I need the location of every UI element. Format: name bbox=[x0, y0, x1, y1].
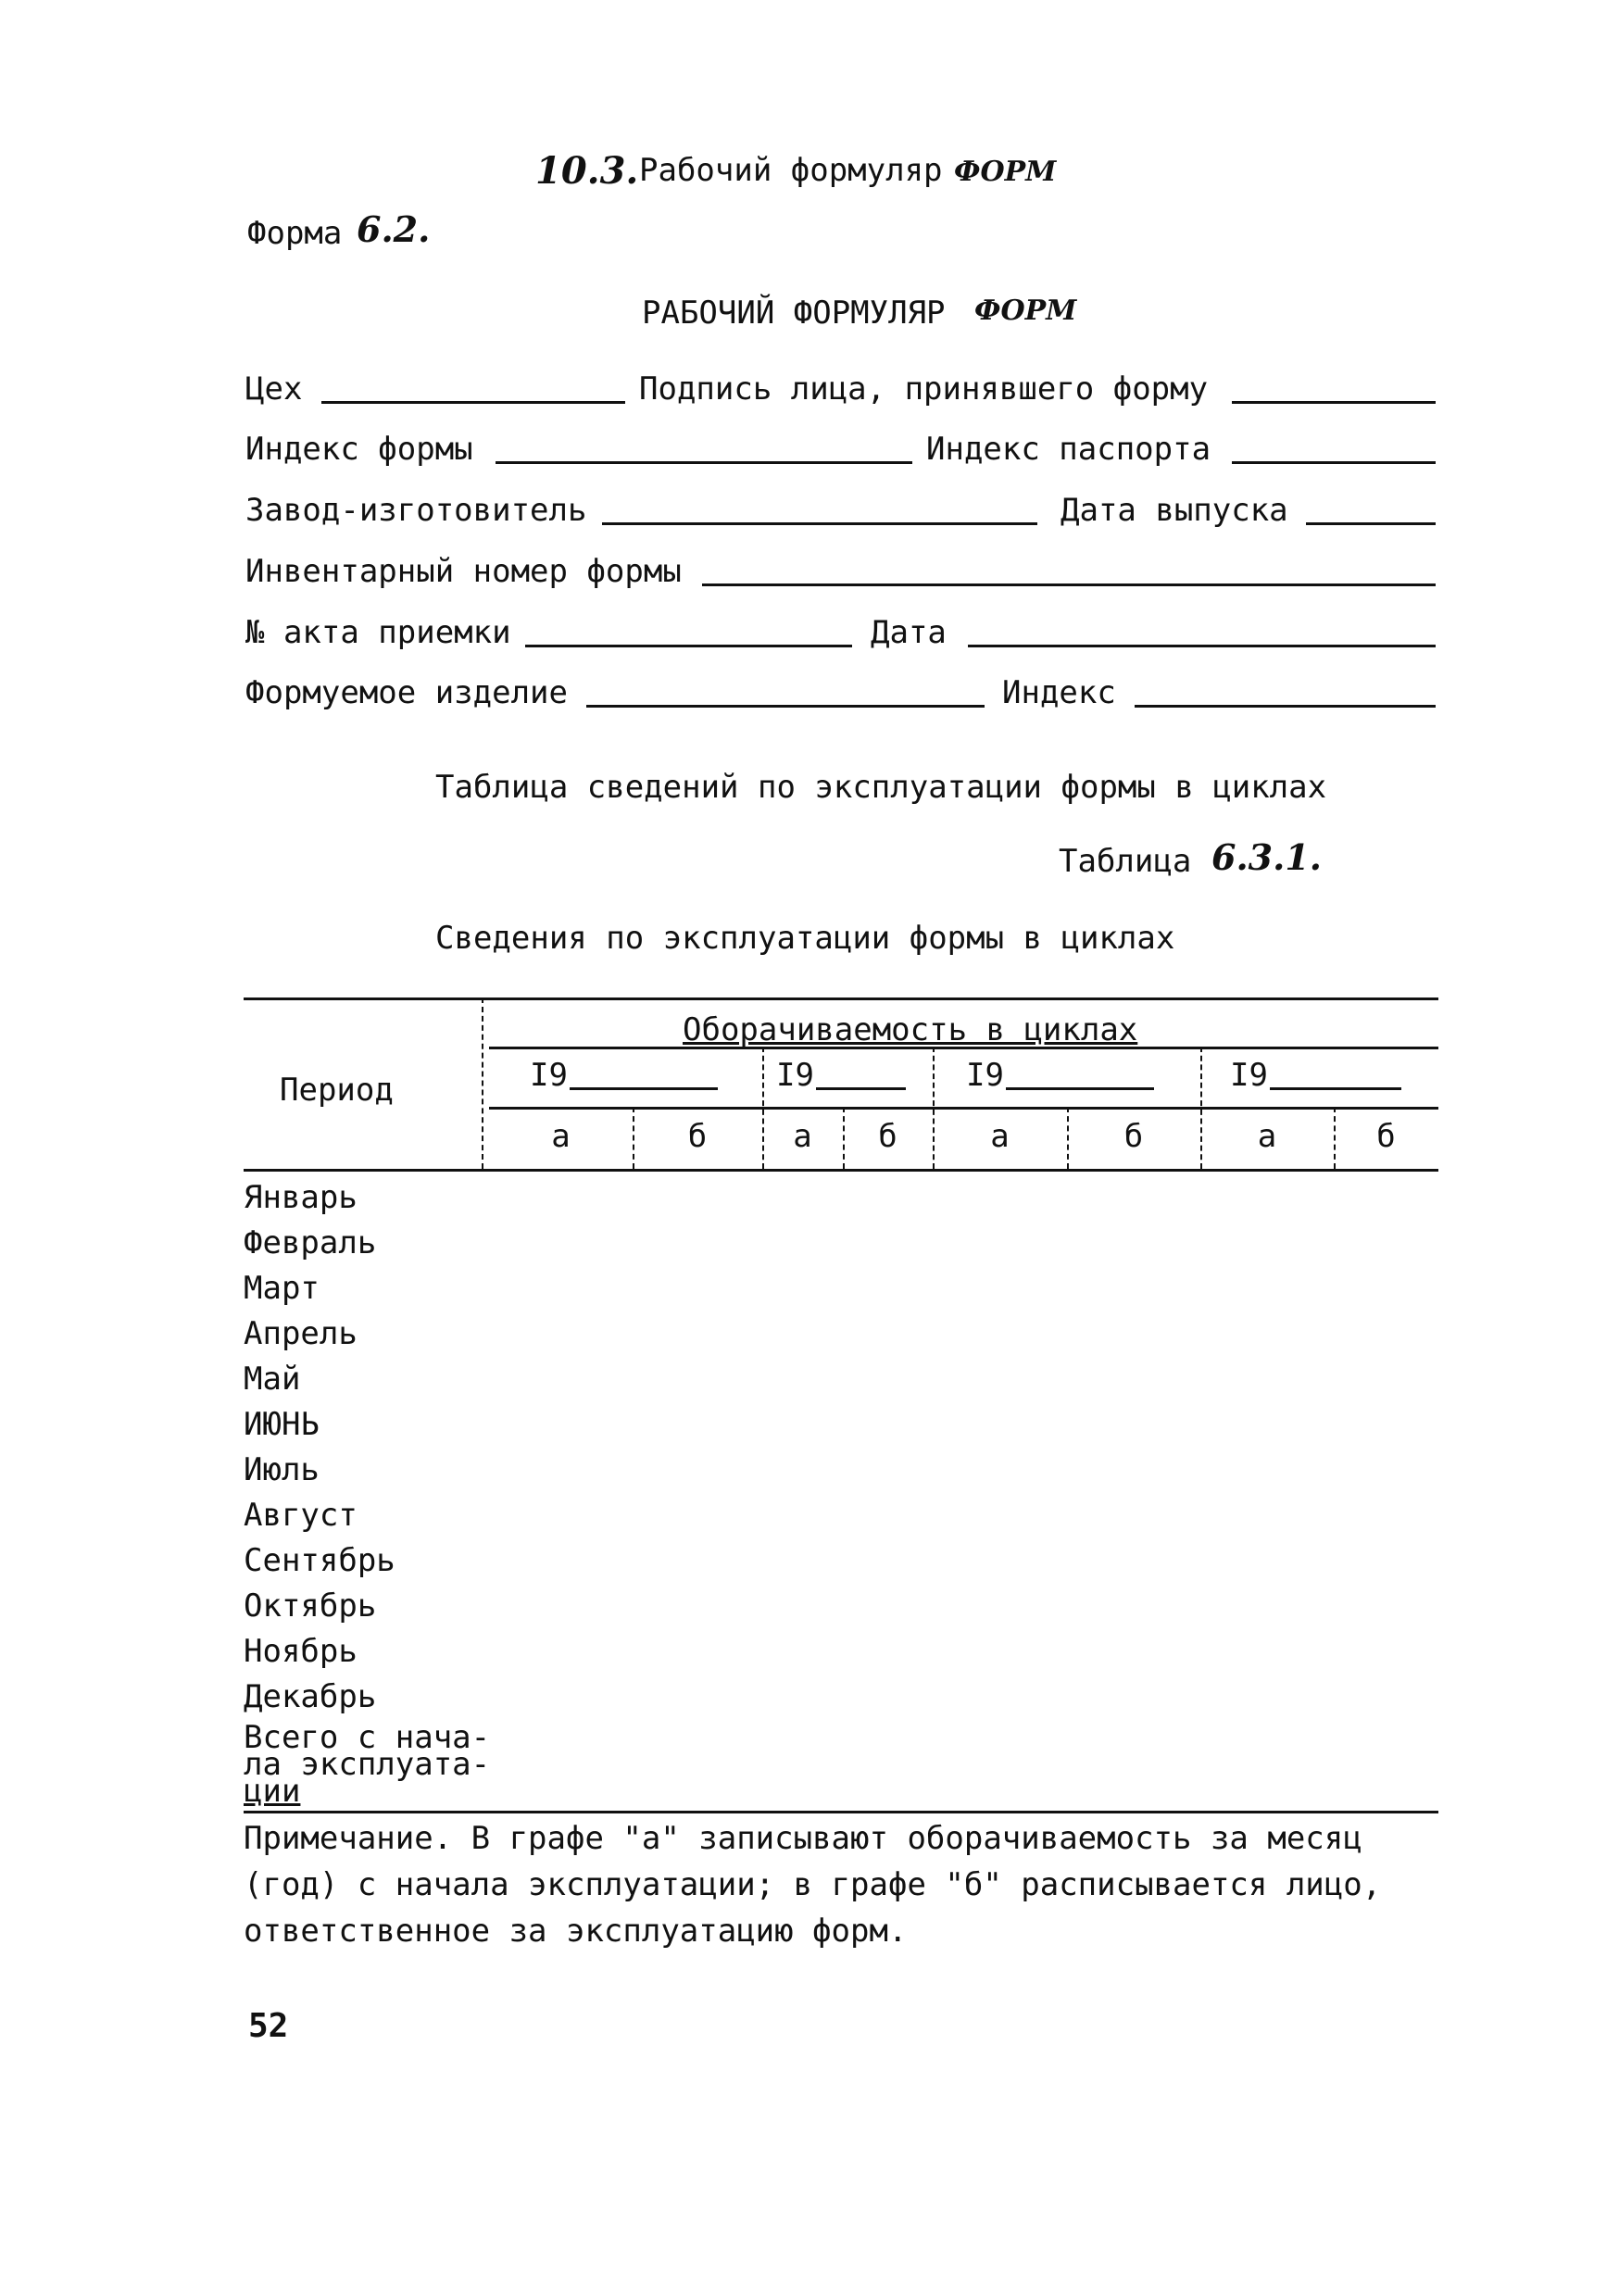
period-header: Период bbox=[280, 1072, 394, 1109]
inventory-number-blank bbox=[702, 583, 1436, 586]
table-bottom-rule bbox=[244, 1811, 1438, 1813]
section-title: Рабочий формуляр bbox=[639, 152, 943, 189]
date-label: Дата bbox=[871, 614, 947, 651]
total-row-line-1: Всего с нача- bbox=[244, 1719, 491, 1756]
table-row: Май bbox=[244, 1361, 301, 1398]
table-row: Март bbox=[244, 1270, 320, 1307]
index-blank bbox=[1135, 705, 1436, 708]
section-number: 10.3. bbox=[535, 149, 639, 193]
page-number: 52 bbox=[248, 2007, 289, 2045]
signature-label: Подпись лица, принявшего форму bbox=[639, 370, 1209, 408]
acceptance-act-label: № акта приемки bbox=[245, 614, 511, 651]
subcol-a-4: а bbox=[1257, 1118, 1277, 1155]
table-row: Декабрь bbox=[244, 1678, 377, 1715]
group-header: Оборачиваемость в циклах bbox=[683, 1011, 1138, 1048]
workshop-blank bbox=[321, 401, 625, 404]
product-label: Формуемое изделие bbox=[245, 674, 568, 711]
form-title-form-word: ФОРМ bbox=[974, 295, 1077, 327]
subcol-a-1: а bbox=[551, 1118, 571, 1155]
subcol-a-2: а bbox=[793, 1118, 812, 1155]
form-index-blank bbox=[496, 461, 912, 464]
inventory-number-label: Инвентарный номер формы bbox=[245, 553, 682, 590]
total-row-line-2: ла эксплуата- bbox=[244, 1746, 491, 1783]
section-title-form-word: ФОРМ bbox=[954, 156, 1057, 188]
table-header-bottom-rule bbox=[244, 1169, 1438, 1172]
table-number: 6.3.1. bbox=[1211, 836, 1323, 878]
form-label: Форма bbox=[247, 215, 343, 252]
form-title: РАБОЧИЙ ФОРМУЛЯР bbox=[642, 295, 946, 332]
table-caption: Таблица сведений по эксплуатации формы в циклах bbox=[435, 769, 1327, 806]
table-top-rule bbox=[244, 997, 1438, 1000]
form-index-label: Индекс формы bbox=[245, 431, 473, 468]
subcol-b-3: б bbox=[1123, 1118, 1144, 1155]
index-label: Индекс bbox=[1002, 674, 1116, 711]
subcol-a-3: а bbox=[990, 1118, 1010, 1155]
table-row: Ноябрь bbox=[244, 1633, 358, 1670]
table-row: Октябрь bbox=[244, 1587, 377, 1625]
table-row: Апрель bbox=[244, 1315, 358, 1352]
table-row: Сентябрь bbox=[244, 1542, 395, 1579]
workshop-label: Цех bbox=[245, 370, 303, 408]
year-header-2: I9 bbox=[776, 1057, 814, 1094]
form-label-number: 6.2. bbox=[357, 208, 431, 250]
subcol-b-1: б bbox=[687, 1118, 708, 1155]
release-date-label: Дата выпуска bbox=[1061, 492, 1288, 529]
manufacturer-label: Завод-изготовитель bbox=[245, 492, 587, 529]
table-row: Июль bbox=[244, 1451, 320, 1488]
year-header-3: I9 bbox=[966, 1057, 1004, 1094]
year-blank-4 bbox=[1270, 1087, 1401, 1090]
year-blank-1 bbox=[570, 1087, 718, 1090]
year-header-rule bbox=[489, 1107, 1438, 1110]
period-divider bbox=[482, 997, 483, 1169]
table-row: Январь bbox=[244, 1179, 358, 1216]
subcol-b-2: б bbox=[878, 1118, 897, 1155]
table-note: Примечание. В графе "а" записывают оборачиваемость за месяц (год) с начала эксплуатации; в графе "б" расписывается лицо, ответственное за эксплуатацию форм. bbox=[244, 1820, 1382, 1950]
passport-index-blank bbox=[1232, 461, 1436, 464]
year-header-1: I9 bbox=[530, 1057, 568, 1094]
table-row: ИЮНЬ bbox=[244, 1406, 320, 1443]
signature-blank bbox=[1232, 401, 1436, 404]
table-number-label: Таблица bbox=[1059, 843, 1192, 880]
subcol-b-4: б bbox=[1376, 1118, 1396, 1155]
group-header-rule bbox=[489, 1047, 1438, 1049]
manufacturer-blank bbox=[602, 522, 1037, 525]
total-row-line-3: ции bbox=[244, 1773, 301, 1810]
passport-index-label: Индекс паспорта bbox=[926, 431, 1211, 468]
release-date-blank bbox=[1306, 522, 1436, 525]
table-row: Февраль bbox=[244, 1224, 377, 1261]
product-blank bbox=[586, 705, 985, 708]
table-row: Август bbox=[244, 1497, 358, 1534]
year-header-4: I9 bbox=[1230, 1057, 1268, 1094]
table-title: Сведения по эксплуатации формы в циклах bbox=[435, 920, 1175, 957]
acceptance-act-blank bbox=[525, 645, 852, 647]
date-blank bbox=[968, 645, 1436, 647]
year-blank-3 bbox=[1006, 1087, 1154, 1090]
year-blank-2 bbox=[816, 1087, 906, 1090]
